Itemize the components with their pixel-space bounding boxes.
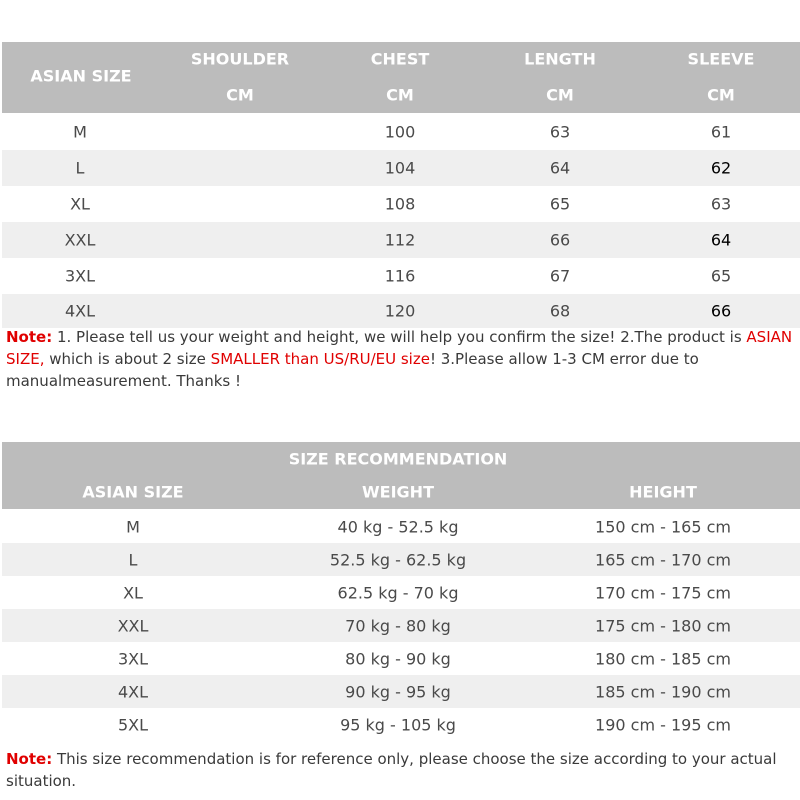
header-chest-unit: CM (386, 85, 414, 105)
header-sleeve-unit: CM (707, 85, 735, 105)
cell-weight: 70 kg - 80 kg (345, 616, 451, 635)
note-text-part2: which is about 2 size (44, 350, 211, 368)
header-sleeve: SLEEVE (687, 49, 755, 69)
cell-weight: 95 kg - 105 kg (340, 715, 456, 734)
cell-height: 170 cm - 175 cm (595, 583, 731, 602)
table-row (2, 258, 800, 294)
header-asian-size: ASIAN SIZE (30, 66, 132, 86)
cell-size: L (128, 550, 138, 569)
cell-height: 165 cm - 170 cm (595, 550, 731, 569)
cell-chest: 112 (384, 230, 416, 250)
note-asian-size: ASIAN SIZE, (6, 328, 793, 368)
cell-size: M (73, 122, 87, 142)
cell-length: 68 (549, 301, 571, 321)
table-row (2, 510, 800, 543)
cell-size: 3XL (64, 266, 96, 286)
recommendation-title: SIZE RECOMMENDATION (288, 449, 508, 469)
table-row (2, 222, 800, 258)
recommendation-note (6, 748, 796, 792)
cell-chest: 100 (384, 122, 416, 142)
cell-length: 64 (549, 158, 571, 178)
cell-weight: 62.5 kg - 70 kg (337, 583, 459, 602)
size-chart-header (2, 42, 800, 113)
cell-length: 67 (549, 266, 571, 286)
cell-size: 3XL (117, 649, 149, 668)
cell-size: XL (123, 583, 143, 602)
cell-chest: 108 (384, 194, 416, 214)
note-label: Note: (6, 750, 53, 768)
note-smaller-size: SMALLER than US/RU/EU size (210, 350, 430, 368)
cell-weight: 40 kg - 52.5 kg (337, 517, 459, 536)
header-height: HEIGHT (629, 482, 697, 502)
cell-sleeve: 66 (710, 301, 732, 321)
table-row (2, 642, 800, 675)
cell-height: 185 cm - 190 cm (595, 682, 731, 701)
header-shoulder-unit: CM (226, 85, 254, 105)
cell-weight: 52.5 kg - 62.5 kg (329, 550, 467, 569)
cell-length: 65 (549, 194, 571, 214)
cell-chest: 104 (384, 158, 416, 178)
cell-size: 5XL (117, 715, 149, 734)
table-row (2, 675, 800, 708)
header-shoulder: SHOULDER (190, 49, 290, 69)
header-asian-size: ASIAN SIZE (82, 482, 184, 502)
cell-chest: 116 (384, 266, 416, 286)
header-length-unit: CM (546, 85, 574, 105)
cell-height: 190 cm - 195 cm (595, 715, 731, 734)
cell-size: XL (70, 194, 90, 214)
cell-sleeve: 65 (710, 266, 732, 286)
note-text: This size recommendation is for reference only, please choose the size according to your actual situation. (6, 750, 777, 790)
cell-size: L (75, 158, 85, 178)
cell-height: 175 cm - 180 cm (595, 616, 731, 635)
cell-size: XXL (117, 616, 149, 635)
cell-weight: 90 kg - 95 kg (345, 682, 451, 701)
cell-height: 150 cm - 165 cm (595, 517, 731, 536)
table-row (2, 114, 800, 150)
note-text-part1: 1. Please tell us your weight and height, we will help you confirm the size! 2.The product is (52, 328, 747, 346)
cell-length: 66 (549, 230, 571, 250)
cell-size: XXL (64, 230, 96, 250)
header-weight: WEIGHT (362, 482, 434, 502)
note-text-part3: ! 3.Please allow 1-3 CM error due to manualmeasurement. Thanks ! (6, 350, 699, 390)
table-row (2, 186, 800, 222)
cell-sleeve: 62 (710, 158, 732, 178)
header-length: LENGTH (524, 49, 596, 69)
cell-sleeve: 61 (710, 122, 732, 142)
table-row (2, 576, 800, 609)
size-note (6, 326, 796, 392)
cell-weight: 80 kg - 90 kg (345, 649, 451, 668)
cell-size: 4XL (64, 301, 96, 321)
cell-size: M (126, 517, 140, 536)
cell-length: 63 (549, 122, 571, 142)
table-row (2, 708, 800, 741)
note-label: Note: (6, 328, 53, 346)
cell-size: 4XL (117, 682, 149, 701)
cell-height: 180 cm - 185 cm (595, 649, 731, 668)
table-row (2, 543, 800, 576)
cell-chest: 120 (384, 301, 416, 321)
table-row (2, 150, 800, 186)
table-row (2, 294, 800, 328)
table-row (2, 609, 800, 642)
cell-sleeve: 63 (710, 194, 732, 214)
cell-sleeve: 64 (710, 230, 732, 250)
recommendation-header (2, 442, 800, 509)
header-chest: CHEST (370, 49, 430, 69)
